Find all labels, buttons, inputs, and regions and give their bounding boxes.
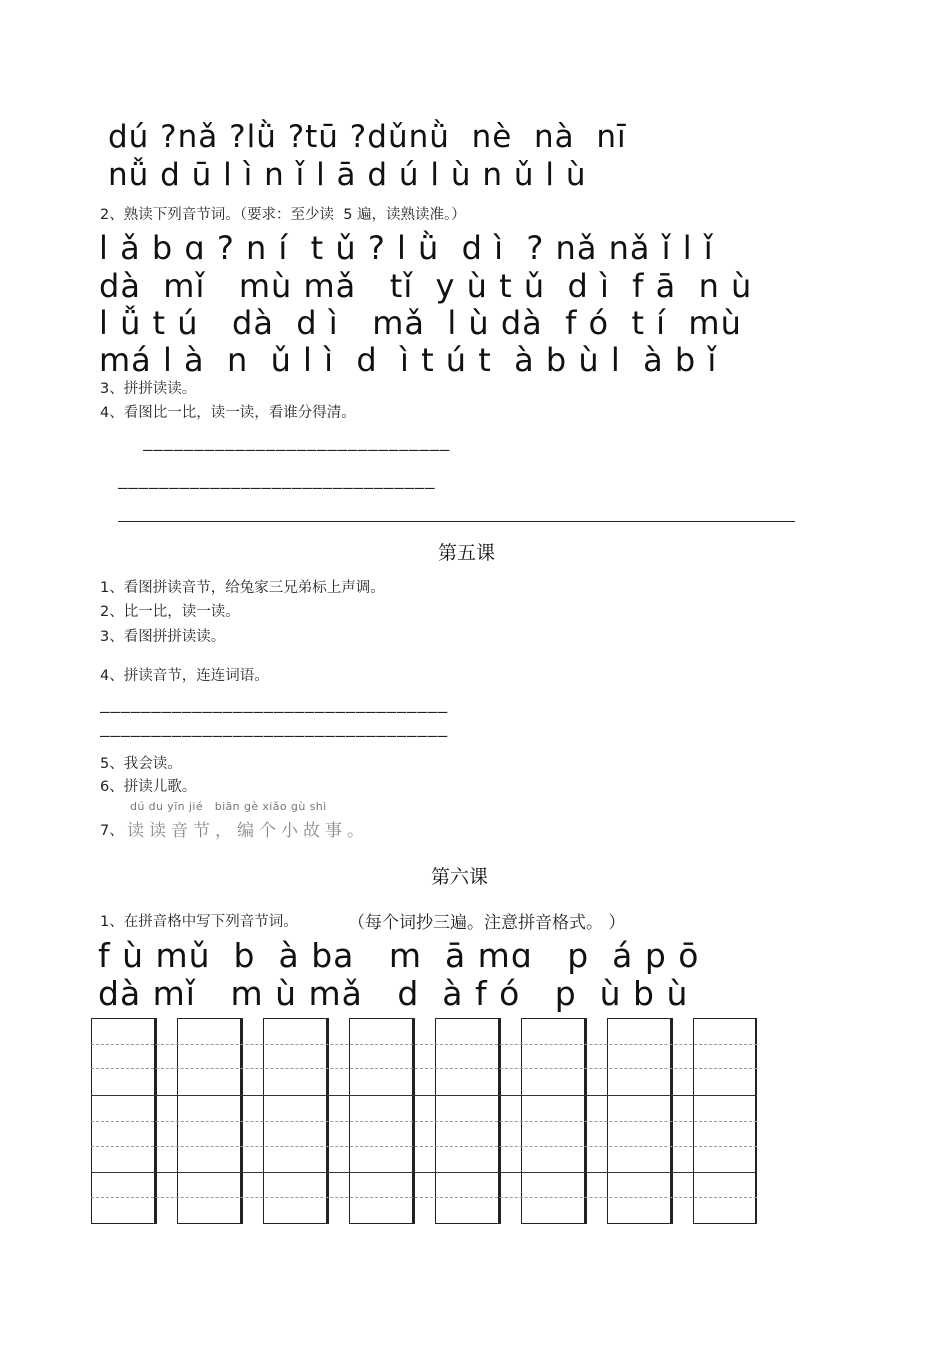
- lesson-5-item-2: 2、比一比，读一读。: [100, 604, 240, 620]
- lesson-6-pinyin-line-2: dà mǐ m ù mǎ d à f ó p ù b ù: [98, 974, 689, 1013]
- lesson-6-title: 第六课: [431, 866, 489, 888]
- pinyin-row-q2-2: dà mǐ mù mǎ tǐ y ù t ǔ d ì f ā n ù: [99, 267, 753, 305]
- pinyin-row-q2-1: l ǎ b ɑ ? n í t ǔ ? l ǜ d ì ? nǎ nǎ ǐ l ǐ: [99, 229, 714, 267]
- pinyin-row-q2-3: l ǚ t ú dà d ì mǎ l ù dà f ó t í mù: [99, 304, 742, 342]
- grid-guide-line: [91, 1197, 757, 1198]
- answer-dash-line-3: ——————————————————————————————————: [100, 702, 448, 721]
- grid-guide-line: [91, 1044, 757, 1045]
- grid-guide-line: [91, 1068, 757, 1069]
- story-phrase-pinyin: dú du yīn jié biān gè xiǎo gù shi: [130, 800, 327, 813]
- lesson-6-pinyin-line-1: f ù mǔ b à ba m ā mɑ p á p ō: [98, 936, 700, 975]
- pinyin-line-2: nǚ d ū l ì n ǐ l ā d ú l ù n ǔ l ù: [108, 157, 587, 193]
- question-2-instruction: 2、熟读下列音节词。（要求：至少读 5 遍，读熟读准。）: [100, 207, 466, 223]
- pinyin-row-q2-4: má l à n ǔ l ì d ì t ú t à b ù l à b ǐ: [99, 341, 718, 379]
- question-3-instruction: 3、拼拼读读。: [100, 381, 197, 397]
- answer-dash-line-1: ——————————————————————————————: [143, 440, 450, 459]
- lesson-5-item-7: 7、: [100, 823, 124, 839]
- grid-row-line: [91, 1095, 757, 1096]
- lesson-5-item-5: 5、我会读。: [100, 756, 182, 772]
- grid-guide-line: [91, 1146, 757, 1147]
- answer-dash-line-4: ——————————————————————————————————: [100, 726, 448, 745]
- divider-line: [118, 521, 795, 522]
- lesson-5-item-3: 3、看图拼拼读读。: [100, 629, 226, 645]
- grid-row-line: [91, 1172, 757, 1173]
- lesson-5-title: 第五课: [438, 542, 496, 564]
- question-4-instruction: 4、看图比一比，读一读，看谁分得清。: [100, 405, 356, 421]
- grid-guide-line: [91, 1121, 757, 1122]
- pinyin-line-1: dú ?nǎ ?lǜ ?tū ?dǔnǜ nè nà nī: [108, 119, 627, 155]
- answer-dash-line-2: ———————————————————————————————: [118, 478, 436, 497]
- lesson-6-question-1: 1、在拼音格中写下列音节词。: [100, 914, 298, 930]
- lesson-5-item-1: 1、看图拼读音节，给兔家三兄弟标上声调。: [100, 580, 385, 596]
- pinyin-writing-grid[interactable]: [91, 1018, 757, 1224]
- lesson-6-question-1-note: （每个词抄三遍。注意拼音格式。 ）: [348, 913, 626, 933]
- story-phrase-hanzi: 读读音节，编个小故事。: [127, 821, 369, 841]
- story-phrase-image: [127, 800, 385, 842]
- lesson-5-item-4: 4、拼读音节，连连词语。: [100, 668, 269, 684]
- lesson-5-item-6: 6、拼读儿歌。: [100, 779, 197, 795]
